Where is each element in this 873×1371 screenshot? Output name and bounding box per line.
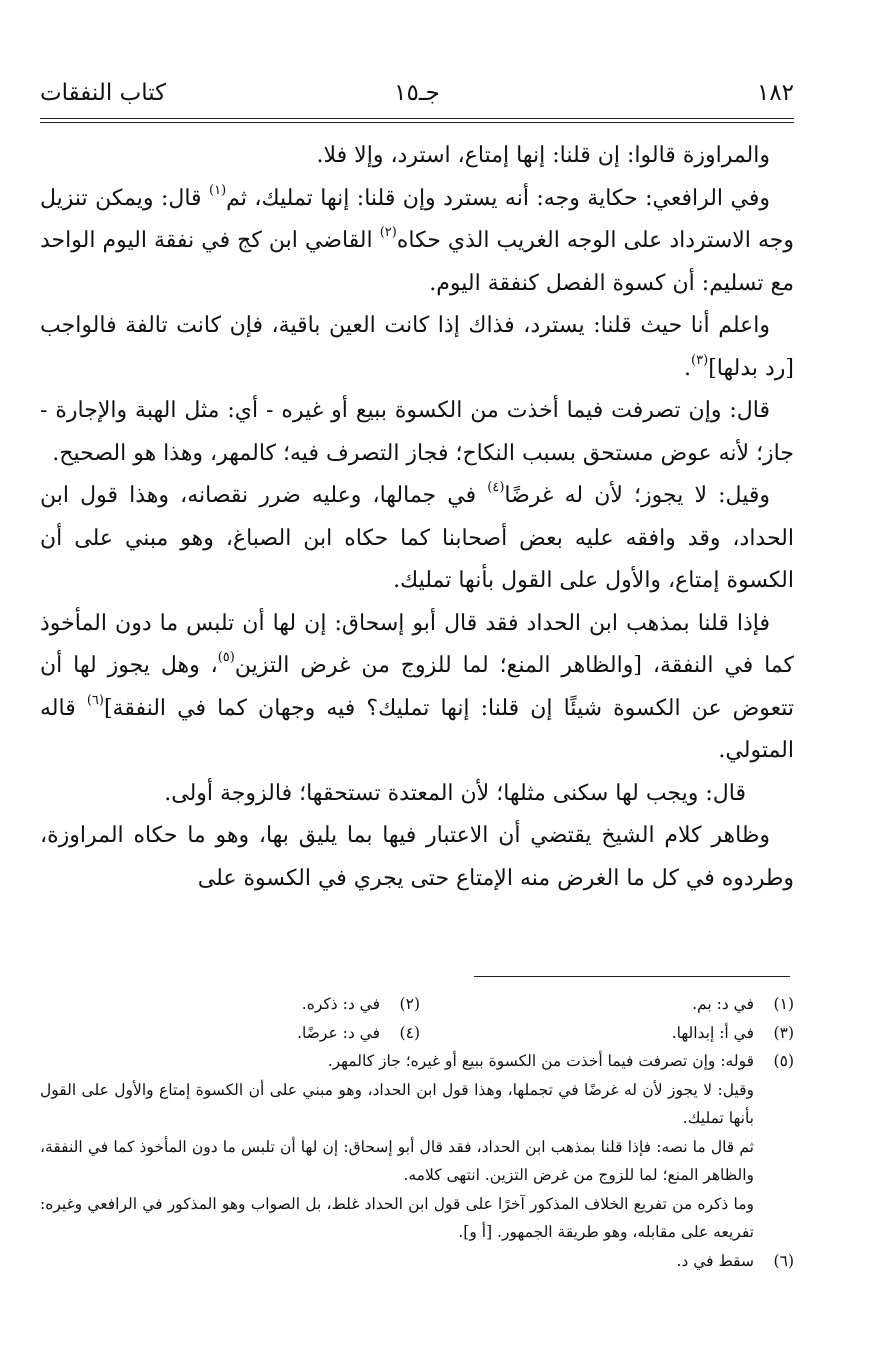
paragraph: [40, 773, 794, 816]
paragraph-text: وفي الرافعي: حكاية وجه: أنه يسترد وإن قلنا: إنها تمليك، ثم: [226, 185, 770, 211]
paragraph: [40, 815, 794, 900]
paragraph-text: قال: وإن تصرفت فيما أخذت من الكسوة ببيع أو غيره - أي: مثل الهبة والإجارة - جاز؛ لأنه عوض مستحق بسبب النكاح؛ فجاز التصرف فيه؛ كالمهر، وهذا هو الصحيح.: [40, 398, 794, 466]
footnote-ref: (٢): [379, 225, 397, 240]
footnote-3: [420, 1019, 794, 1048]
paragraph: [40, 178, 794, 306]
paragraph-text: قاله المتولي.: [40, 695, 794, 763]
footnote-text: قوله: وإن تصرفت فيما أخذت من الكسوة ببيع أو غيره؛ جاز كالمهر.: [327, 1052, 754, 1070]
footnote-number: (٤): [399, 1023, 420, 1042]
footnote-row: [40, 1019, 794, 1048]
footnotes: [40, 990, 794, 1275]
footnote-text: سقط في د.: [676, 1251, 754, 1270]
footnote-ref: (٥): [217, 650, 235, 665]
footnote-number: (١): [773, 995, 794, 1013]
main-text: [40, 135, 794, 900]
footnote-5: [40, 1047, 794, 1076]
paragraph: [40, 305, 794, 390]
paragraph: [40, 390, 794, 475]
paragraph-text: فإذا قلنا بمذهب ابن الحداد فقد قال أبو إسحاق: إن لها أن تلبس ما دون المأخوذ كما في النفقة، [والظاهر المنع؛ لما للزوج من غرض التزين: [40, 610, 794, 678]
footnote-text: ثم قال ما نصه: فإذا قلنا بمذهب ابن الحداد، فقد قال أبو إسحاق: إن لها أن تلبس ما دون المأخوذ كما في النفقة، والظاهر المنع؛ لما للزوج من غرض التزين. انتهى كلامه.: [40, 1137, 754, 1184]
footnote-2: [302, 990, 420, 1019]
book-title: كتاب النفقات: [40, 80, 167, 106]
footnote-text: في د: ذكره.: [301, 995, 380, 1013]
book-page: [40, 0, 794, 1371]
footnote-number: (٦): [773, 1251, 794, 1270]
paragraph: [40, 475, 794, 603]
paragraph-text: وظاهر كلام الشيخ يقتضي أن الاعتبار فيها بما يليق بها، وهو ما حكاه المراوزة، وطردوه في كل ما الغرض منه الإمتاع حتى يجري في الكسوة على: [40, 823, 794, 891]
footnote-5-continuation: [40, 1076, 794, 1247]
page-number: ١٨٢: [756, 80, 794, 106]
paragraph-text: قال: ويمكن تنزيل وجه الاسترداد على الوجه الغريب الذي حكاه: [40, 185, 795, 253]
footnote-6: [40, 1247, 794, 1276]
paragraph-text: في جمالها، وعليه ضرر نقصانه، وهذا قول ابن الحداد، وقد وافقه عليه بعض أصحابنا كما حكاه ابن الصباغ، وهو مبني على أن الكسوة إمتاع، والأول على القول بأنها تمليك.: [40, 483, 794, 593]
paragraph-text: القاضي ابن كج في نفقة اليوم الواحد مع تسليم: أن كسوة الفصل كنفقة اليوم.: [40, 228, 794, 296]
footnote-ref: (١): [209, 182, 227, 198]
footnote-number: (٥): [773, 1052, 794, 1070]
footnote-text: وقيل: لا يجوز لأن له غرضًا في تجملها، وهذا قول ابن الحداد، وهو مبني على أن الكسوة إمتاع والأول على القول بأنها تمليك.: [40, 1080, 754, 1127]
footnote-text: في أ: إبدالها.: [671, 1023, 754, 1042]
paragraph-text: واعلم أنا حيث قلنا: يسترد، فذاك إذا كانت العين باقية، فإن كانت تالفة فالواجب [رد بدلها]: [40, 313, 794, 381]
footnote-separator: [474, 976, 790, 977]
footnote-text: في د: عرضًا.: [297, 1023, 380, 1042]
header-rule-thin: [40, 122, 794, 123]
footnote-row: [40, 990, 794, 1019]
paragraph-text: قال: ويجب لها سكنى مثلها؛ لأن المعتدة تستحقها؛ فالزوجة أولى.: [164, 780, 746, 806]
footnote-text: وما ذكره من تفريع الخلاف المذكور آخرًا على قول ابن الحداد غلط، بل الصواب وهو المذكور في الرافعي وغيره: تفريعه على مقابله، وهو طريقة الجمهور. [أ و].: [40, 1194, 754, 1241]
footnote-ref: (٣): [691, 352, 709, 368]
running-header: [40, 76, 794, 110]
footnote-1: [420, 990, 794, 1019]
footnote-ref: (٦): [86, 692, 104, 708]
footnote-text: في د: بم.: [692, 995, 754, 1013]
footnote-number: (٢): [399, 995, 420, 1013]
paragraph-text: وقيل: لا يجوز؛ لأن له غرضًا: [504, 483, 770, 508]
footnote-4: [297, 1019, 420, 1048]
paragraph: [40, 135, 794, 178]
footnote-ref: (٤): [487, 480, 505, 495]
paragraph-text: .: [684, 355, 692, 381]
paragraph: [40, 603, 794, 773]
paragraph-text: ، وهل يجوز لها أن تتعوض عن الكسوة شيئًا إن قلنا: إنها تمليك؟ فيه وجهان كما في النفقة]: [40, 653, 794, 721]
paragraph-text: والمراوزة قالوا: إن قلنا: إنها إمتاع، استرد، وإلا فلا.: [316, 143, 770, 168]
footnote-number: (٣): [773, 1023, 794, 1042]
header-rule-thick: [40, 118, 794, 119]
volume-number: جـ١٥: [394, 80, 440, 106]
